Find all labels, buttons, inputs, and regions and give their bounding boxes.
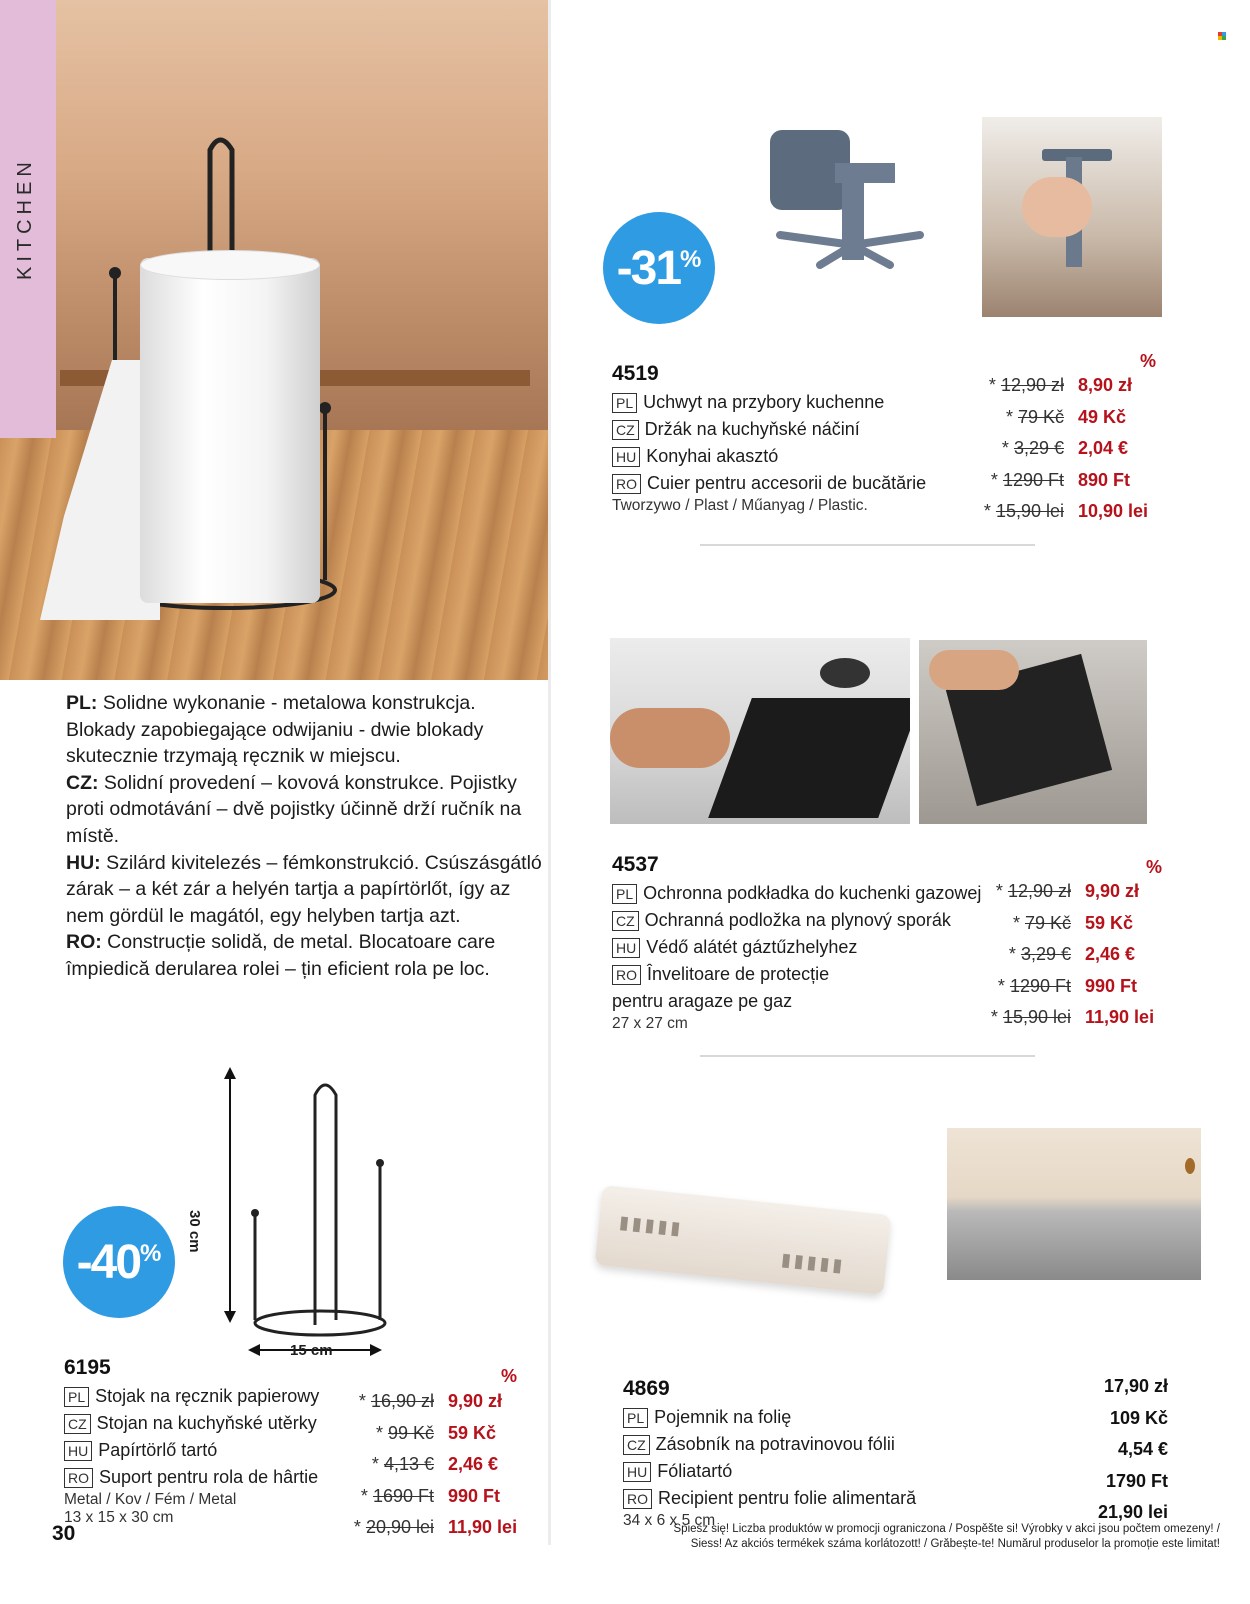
description-hu: HU: Szilárd kivitelezés – fémkonstrukció. Csúszásgátló zárak – a két zár a helyén tartja a papírtörlőt, így az nem gördül le magától, egy helyben tartja azt.	[66, 851, 542, 927]
stand-dimension-drawing	[210, 1065, 410, 1375]
price-eur: * 3,29 € 2,04 €	[1001, 438, 1129, 459]
utensil-hook-image	[760, 125, 960, 285]
separator-2	[700, 1055, 1035, 1057]
product-code-6195: 6195	[64, 1356, 111, 1379]
price-ron: * 15,90 lei 11,90 lei	[990, 1007, 1155, 1028]
page-number: 30	[52, 1522, 76, 1545]
percent-mark-4537: %	[1146, 857, 1163, 877]
width-dimension-label: 15 cm	[290, 1342, 333, 1359]
name-cz: CZ Držák na kuchyňské náčiní	[612, 416, 926, 443]
product-code-4869: 4869	[623, 1377, 670, 1400]
price-huf: * 1290 Ft 890 Ft	[990, 469, 1131, 490]
vent-slots: ▮▮▮▮▮	[780, 1249, 847, 1276]
hand	[1022, 177, 1092, 237]
price-eur: * 3,29 € 2,46 €	[1008, 944, 1136, 965]
paper-towel-roll-top	[140, 250, 320, 280]
price-czk: * 79 Kč 49 Kč	[1005, 406, 1127, 427]
name-pl: PL Stojak na ręcznik papierowy	[64, 1383, 319, 1410]
name-hu: HU Fóliatartó	[623, 1458, 916, 1485]
product-code-4519: 4519	[612, 362, 659, 385]
hole	[1185, 1158, 1195, 1174]
price-eur: * 4,13 € 2,46 €	[371, 1454, 499, 1475]
corner-logo-icon	[1218, 32, 1226, 40]
product-names-4519	[612, 389, 926, 515]
name-pl: PL Uchwyt na przybory kuchenne	[612, 389, 926, 416]
name-hu: HU Védő alátét gáztűzhelyhez	[612, 934, 981, 961]
foil-dispenser-image	[595, 1185, 892, 1295]
prices-6195	[330, 1386, 530, 1544]
hero-photo-paper-towel-holder	[0, 0, 548, 680]
section-tab	[0, 0, 56, 438]
price-eur: 4,54 €	[1117, 1439, 1168, 1460]
description-pl: PL: Solidne wykonanie - metalowa konstrukcja. Blokady zapobiegające odwijaniu - dwie blokady skutecznie trzymają ręcznik w miejscu.	[66, 692, 484, 768]
prices-4519	[960, 370, 1160, 528]
name-ro: RO Suport pentru rola de hârtie	[64, 1464, 319, 1491]
price-huf: * 1290 Ft 990 Ft	[997, 975, 1138, 996]
black-stove-cover	[708, 698, 910, 818]
separator-1	[700, 544, 1035, 546]
size-4869: 34 x 6 x 5 cm	[623, 1512, 716, 1529]
foil-cutter-closeup	[947, 1128, 1201, 1280]
burner	[820, 658, 870, 688]
prices-4869	[1000, 1371, 1168, 1529]
name-ro-continued: pentru aragaze pe gaz	[612, 991, 793, 1011]
price-huf: 1790 Ft	[1105, 1470, 1168, 1491]
name-pl: PL Ochronna podkładka do kuchenki gazowej	[612, 880, 981, 907]
discount-badge-40: -40 %	[63, 1206, 175, 1318]
price-czk: * 79 Kč 59 Kč	[1012, 912, 1134, 933]
product-description	[66, 690, 546, 983]
section-tab-label: KITCHEN	[14, 157, 36, 280]
name-ro: RO Învelitoare de protecție	[612, 961, 981, 988]
washing-hand	[929, 650, 1019, 690]
name-hu: HU Papírtörlő tartó	[64, 1437, 319, 1464]
name-pl: PL Pojemnik na folię	[623, 1404, 916, 1431]
paper-towel-roll	[140, 258, 320, 603]
vent-slots: ▮▮▮▮▮	[618, 1212, 685, 1239]
size-4537: 27 x 27 cm	[612, 1015, 688, 1032]
description-cz: CZ: Solidní provedení – kovová konstrukce. Pojistky proti odmotávání – dvě pojistky účinně drží ručník na místě.	[66, 771, 522, 847]
name-cz: CZ Zásobník na potravinovou fólii	[623, 1431, 916, 1458]
height-dimension-label: 30 cm	[186, 1210, 203, 1253]
price-pln: * 12,90 zł 8,90 zł	[988, 375, 1133, 396]
name-hu: HU Konyhai akasztó	[612, 443, 926, 470]
stove-cover-photo	[610, 638, 910, 824]
utensil-hook-usage-photo	[982, 117, 1162, 317]
name-ro: RO Recipient pentru folie alimentară	[623, 1485, 916, 1512]
product-names-4869	[623, 1404, 916, 1530]
price-ron: * 20,90 lei 11,90 lei	[353, 1517, 518, 1538]
percent-mark-4519: %	[1140, 351, 1157, 371]
prices-4537	[967, 876, 1167, 1034]
percent-mark-6195: %	[501, 1366, 518, 1386]
name-ro: RO Cuier pentru accesorii de bucătărie	[612, 470, 926, 497]
price-huf: * 1690 Ft 990 Ft	[360, 1485, 501, 1506]
price-pln: * 16,90 zł 9,90 zł	[358, 1391, 503, 1412]
size-6195: 13 x 15 x 30 cm	[64, 1509, 174, 1526]
description-ro: RO: Construcție solidă, de metal. Blocatoare care împiedică derularea rolei – țin eficient rola pe loc.	[66, 931, 496, 980]
product-names-4537	[612, 880, 981, 1033]
product-names-6195	[64, 1383, 319, 1527]
price-czk: * 99 Kč 59 Kč	[375, 1422, 497, 1443]
price-ron: 21,90 lei	[1097, 1502, 1168, 1523]
price-pln: 17,90 zł	[1103, 1376, 1168, 1397]
discount-badge-31: -31 %	[603, 212, 715, 324]
product-code-4537: 4537	[612, 853, 659, 876]
promotion-footnote: Spiesz się! Liczba produktów w promocji ograniczona / Pospěšte si! Výrobky v akci jsou počtem omezeny! / Siess! Az akciós termékek száma korlátozott! / Grăbește-te! Numărul produselor la promoție este limitat!	[673, 1523, 1220, 1550]
price-czk: 109 Kč	[1109, 1407, 1168, 1428]
name-cz: CZ Ochranná podložka na plynový sporák	[612, 907, 981, 934]
column-divider	[548, 0, 551, 1545]
price-pln: * 12,90 zł 9,90 zł	[995, 881, 1140, 902]
arm	[610, 708, 730, 768]
material-6195: Metal / Kov / Fém / Metal	[64, 1491, 237, 1508]
name-cz: CZ Stojan na kuchyňské utěrky	[64, 1410, 319, 1437]
washing-cover-photo	[919, 640, 1147, 824]
material-4519: Tworzywo / Plast / Műanyag / Plastic.	[612, 497, 868, 514]
price-ron: * 15,90 lei 10,90 lei	[983, 501, 1149, 522]
